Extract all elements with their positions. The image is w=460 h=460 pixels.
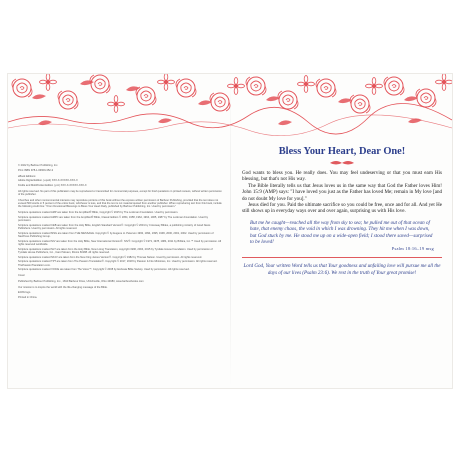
paragraph: Jesus died for you. Paid the ultimate sacrifice so you could be free, once and for all. And yet He still shows up in everyday ways over and over again, surprising us with His love.	[242, 202, 442, 215]
copyright-line: Cover	[18, 274, 25, 278]
copyright-line: Scripture quotations marked NKJV are taken from the New King James Version®. Copyright © 1982 by Thomas Nelson. Used by permission. All rights reserved.	[18, 255, 202, 259]
ornament	[242, 160, 442, 166]
copyright-line: © 2022 by Barbour Publishing, Inc.	[18, 164, 59, 167]
copyright-line: Scripture quotations marked AMPC are taken from the Amplified® Bible, Classic Edition © 1954, 1958, 1962, 1964, 1965, 1987 by The Lockman Foundation. Used by permission.	[18, 215, 209, 222]
devotion-page	[242, 146, 442, 382]
copyright-line: Scripture quotations marked MSG are taken from THE MESSAGE. Copyright © by Eugene H. Peterson 1993, 1994, 1995, 1996, 2000, 2001, 2002. Used by permission of NavPress Publishing Group.	[18, 231, 214, 238]
copyright-line: Print ISBN 978-1-63609-352-3	[18, 168, 54, 172]
copyright-line: Our mission is to inspire the world with the life-changing message of the Bible.	[18, 285, 108, 289]
paragraph: God wants to bless you. He really does. You may feel undeserving or that you must earn His blessing, but that's not His way.	[242, 170, 442, 183]
book-spread	[8, 74, 452, 388]
copyright-line: eBook Editions:	[18, 174, 37, 178]
copyright-line: ECPA logo	[18, 291, 31, 295]
copyright-line: Kindle and MobiPocket Edition (.prc) XXX-X-XXXXX-XXX-X	[18, 184, 87, 188]
scripture-reference: Psalm 18:16–19 msg	[391, 246, 434, 252]
prayer-text: Lord God, Your written Word tells us that Your goodness and unfailing love will pursue me all the days of our lives (Psalm 23:6). We rest in the truth of Your great promise!	[243, 263, 441, 276]
paragraph: The Bible literally tells us that Jesus loves us in the same way that God the Father loves Him! John 15:9 (AMP) says: "I have loved you just as the Father has loved Me; remain in My love [and do not doubt My love for you]."	[242, 182, 442, 202]
copyright-line: Scripture quotations marked VOICE are taken from The Voice™. Copyright © 2008 by Ecclesia Bible Society. Used by permission. All rights reserved.	[18, 268, 190, 272]
copyright-line: Scripture quotations marked NLT are taken from the Holy Bible, New Living Translation, copyright 1996, 2004, 2015 by Tyndale House Foundation. Used by permission of Tyndale House Publishers, Inc., Carol Stream, Illinois 60188. All rights reserved.	[18, 247, 213, 254]
scripture-quote: But me he caught—reached all the way from sky to sea; he pulled me out of that ocean of hate, that enemy chaos, the void in which I was drowning. They hit me when I was down, but God stuck by me. He stood me up on a wide-open field; I stood there saved—surprised to be loved!	[250, 219, 433, 246]
page-gutter	[230, 74, 231, 388]
copyright-page	[18, 164, 222, 382]
copyright-line: Adobe Digital Edition (.epub) XXX-X-XXXXX-XXX-X	[18, 179, 78, 183]
copyright-line: Published by Barbour Publishing, Inc., 1810 Barbour Drive, Uhrichsville, Ohio 44683, www.barbourbooks.com	[18, 279, 144, 283]
page-title: Bless Your Heart, Dear One!	[278, 146, 406, 157]
divider	[242, 257, 442, 258]
copyright-line: Scripture quotations marked TPT are taken from The Passion Translation®. Copyright © 2017, 2018 by Passion & Fire Ministries, Inc. Used by permission. All rights reserved. ThePassionTranslation.com.	[18, 260, 218, 267]
copyright-line: Scripture quotations marked NIV are taken from the Holy Bible, New International Version®. NIV®. Copyright © 1973, 1978, 1984, 2011 by Biblica, Inc.™ Used by permission. All rights reserved worldwide.	[18, 239, 222, 246]
copyright-line: Scripture quotations marked CEB are taken from the Holy Bible, English Standard Version®. Copyright © 2001 by Crossway Bibles, a publishing ministry of Good News Publishers. Used by permission. All rights reserved.	[18, 223, 211, 230]
copyright-line: Scripture quotations marked AMP are taken from the Amplified® Bible, Copyright © 2015 by The Lockman Foundation. Used by permission.	[18, 210, 179, 214]
copyright-line: Churches and other noncommercial interests may reproduce portions of this book without the express written permission of Barbour Publishing, provided that the text does not exceed 500 words or 5 percent of the entire book, whichever is less, and that the text is not material quoted from another publisher. When reproducing text from this book, include the following credit line: "From Devotional Blessings to Bless Your Heart Daily, published by Barbour Publishing, Inc. Used by permission."	[18, 198, 222, 209]
copyright-line: Printed in China.	[18, 296, 38, 300]
copyright-line: All rights reserved. No part of this publication may be reproduced or transmitted for commercial purposes, except for brief quotations in printed reviews, without written permission of the publisher.	[18, 189, 222, 196]
ornament-leaf-icon	[328, 160, 356, 166]
